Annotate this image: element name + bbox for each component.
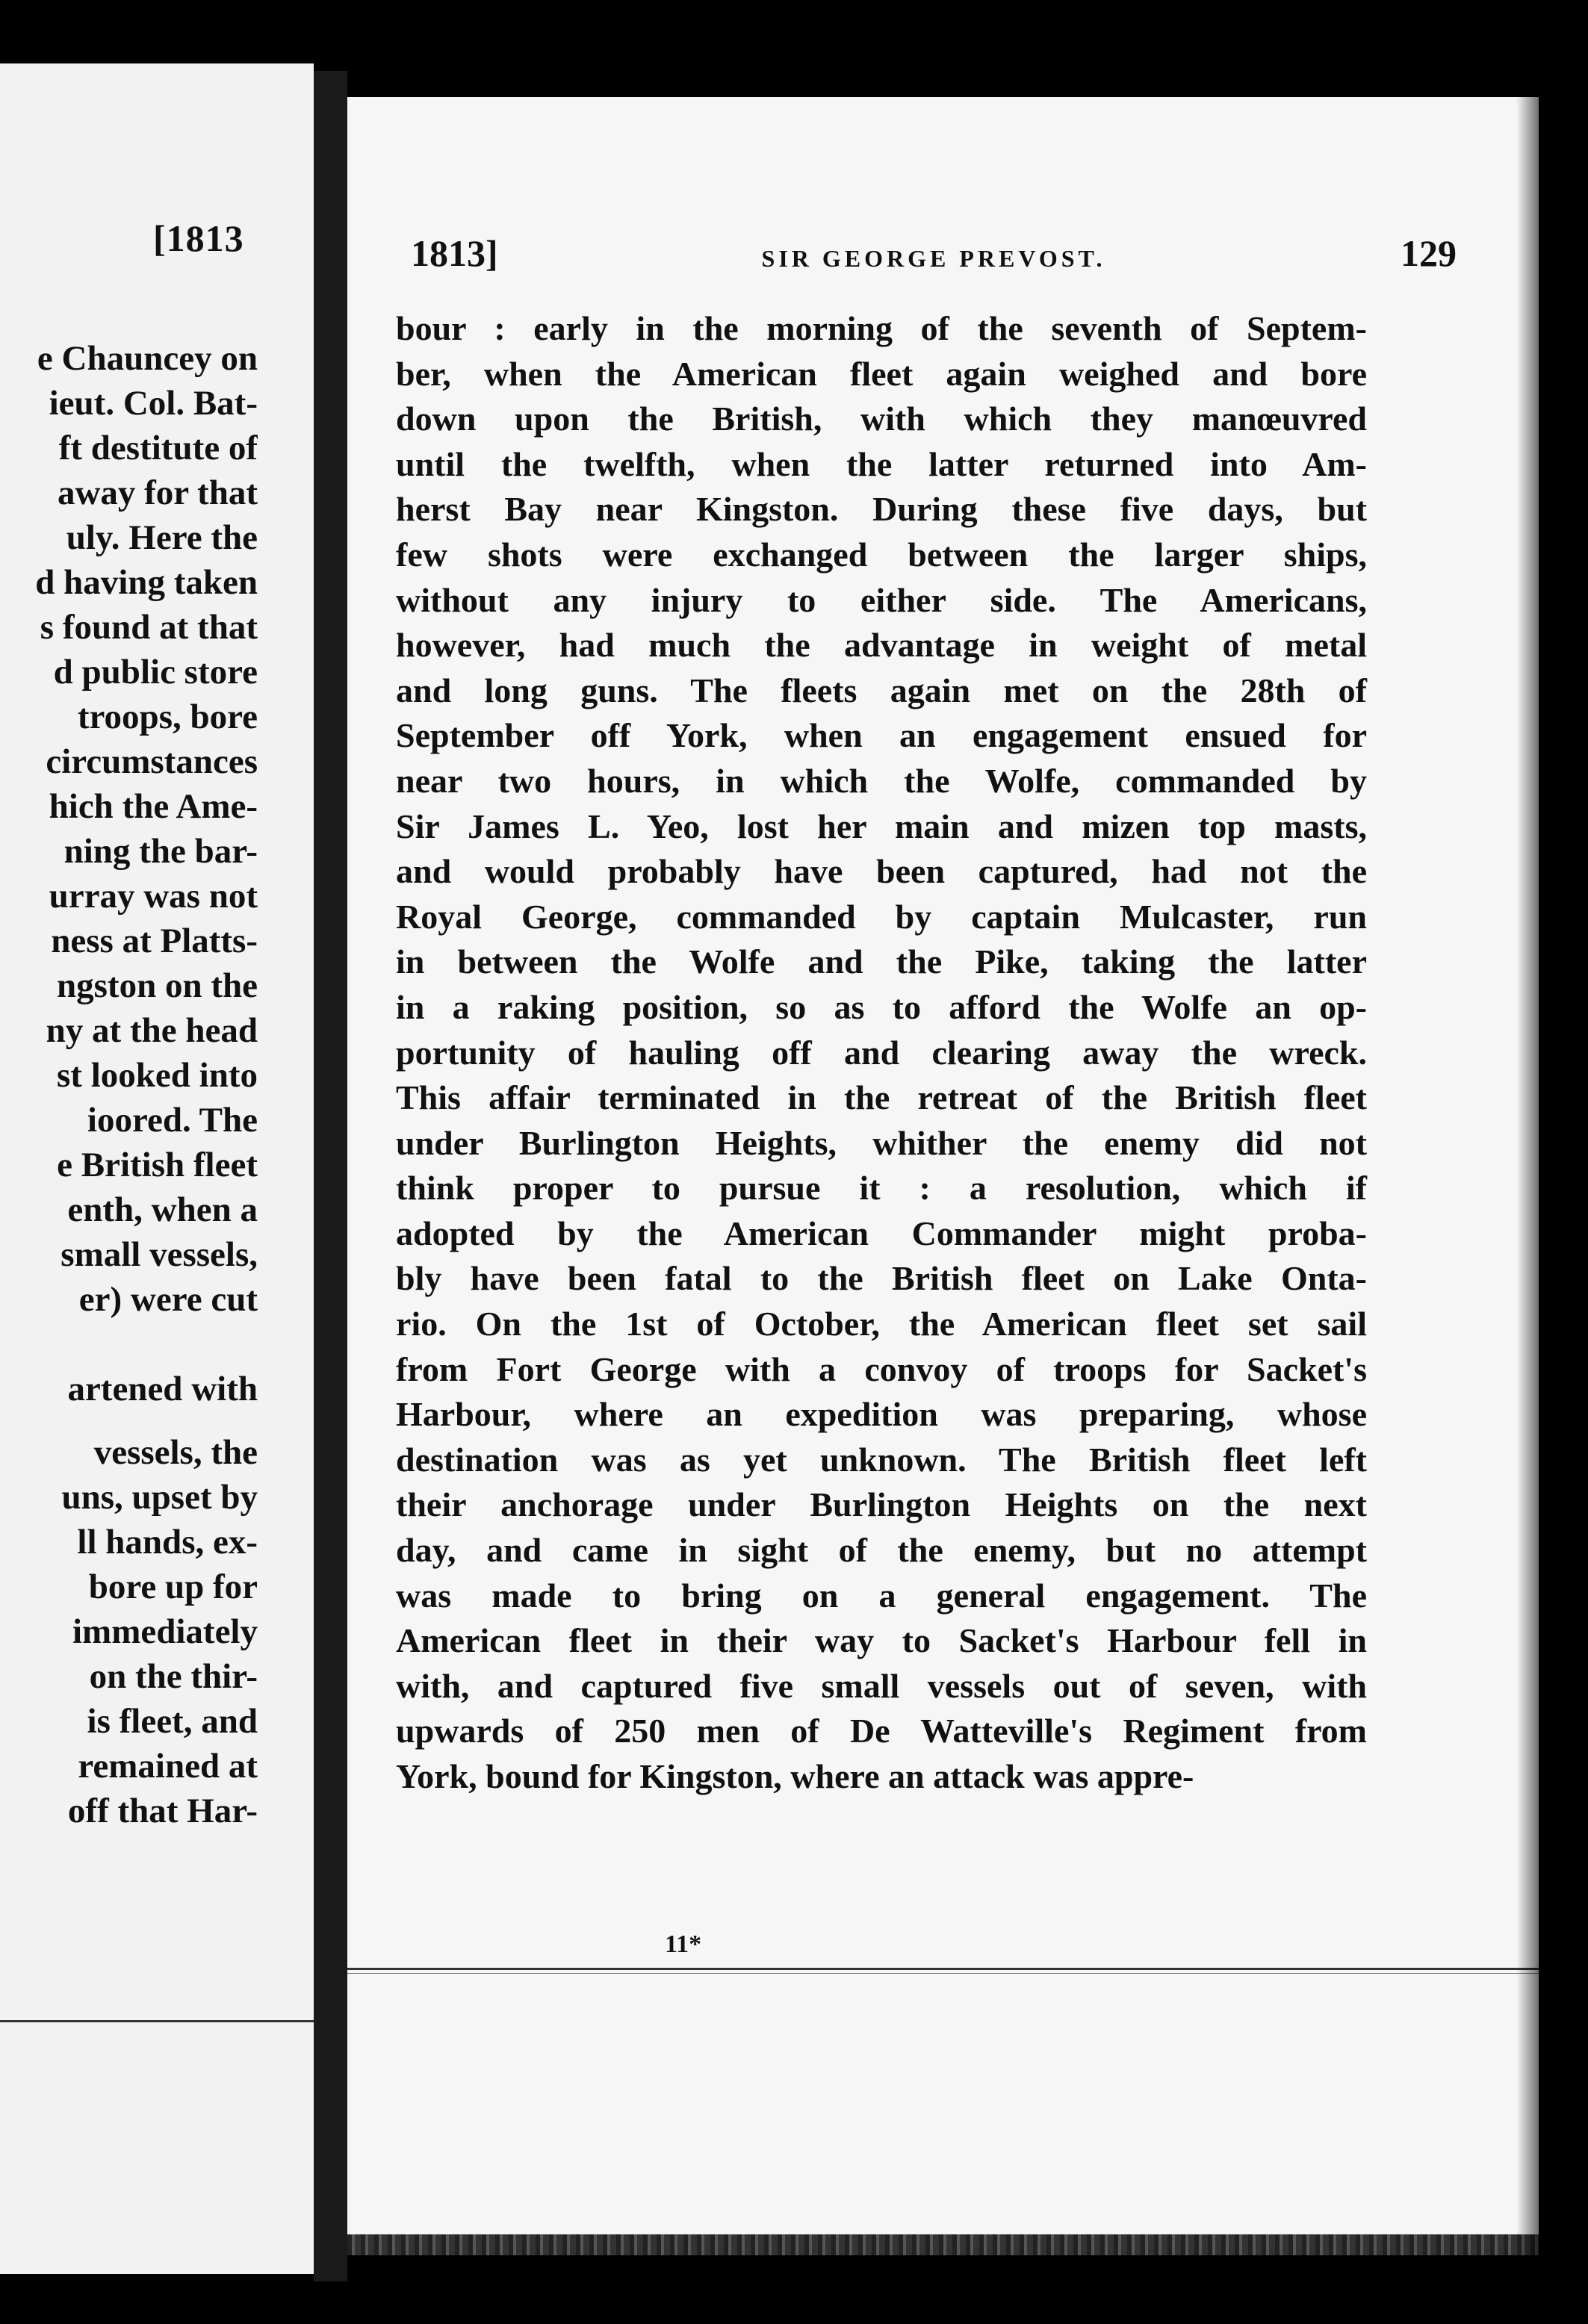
previous-page-line: e British fleet (57, 1146, 258, 1184)
text-line: destination was as yet unknown. The British fleet left (396, 1440, 1367, 1479)
previous-page-text (0, 341, 258, 1872)
page-number: 129 (1401, 232, 1457, 274)
previous-page-line: ieut. Col. Bat- (49, 384, 258, 423)
previous-page-line: hich the Ame- (49, 787, 258, 826)
page-bottom-edge (347, 2234, 1539, 2255)
previous-page-line: ness at Platts- (51, 922, 258, 960)
previous-page-line: ioored. The (87, 1101, 258, 1140)
page-edge-shadow (1516, 97, 1539, 2255)
page (347, 97, 1539, 2255)
page-bottom-rule (347, 1968, 1539, 1970)
previous-page-line: immediately (72, 1612, 258, 1651)
previous-page-line: ngston on the (56, 966, 258, 1005)
text-line: few shots were exchanged between the larger ships, (396, 535, 1367, 574)
previous-page-header: [1813 (153, 217, 244, 259)
text-line: ber, when the American fleet again weighed and bore (396, 354, 1367, 393)
text-line: until the twelfth, when the latter returned into Am- (396, 444, 1367, 483)
text-line: Royal George, commanded by captain Mulcaster, run (396, 897, 1367, 936)
text-line: without any injury to either side. The Americans, (396, 580, 1367, 619)
header-year: 1813] (411, 232, 498, 274)
previous-page-line: urray was not (49, 877, 258, 916)
text-line: their anchorage under Burlington Heights on the next (396, 1485, 1367, 1524)
previous-page-line: on the thir- (89, 1657, 258, 1696)
text-line: Sir James L. Yeo, lost her main and mizen top masts, (396, 807, 1367, 845)
previous-page-line: away for that (57, 473, 258, 512)
header-title: SIR GEORGE PREVOST. (761, 245, 1106, 272)
previous-page-line: small vessels, (61, 1235, 258, 1274)
text-line: day, and came in sight of the enemy, but no attempt (396, 1531, 1367, 1570)
text-line: however, had much the advantage in weight of metal (396, 626, 1367, 665)
text-line: adopted by the American Commander might proba- (396, 1214, 1367, 1252)
text-line: herst Bay near Kingston. During these five days, but (396, 490, 1367, 529)
text-line: This affair terminated in the retreat of the British fleet (396, 1078, 1367, 1117)
previous-page-line: remained at (78, 1747, 258, 1786)
previous-page-line: uly. Here the (66, 518, 258, 557)
previous-page-line: artened with (67, 1370, 258, 1408)
previous-page-line: s found at that (40, 608, 258, 647)
page-bottom-rule-thin (347, 1973, 1539, 1974)
previous-page-line: off that Har- (67, 1792, 258, 1830)
text-line: under Burlington Heights, whither the enemy did not (396, 1123, 1367, 1162)
text-line: York, bound for Kingston, where an attack was appre- (396, 1757, 1194, 1795)
previous-page-line: enth, when a (67, 1190, 258, 1229)
previous-page-line: ning the bar- (63, 832, 258, 871)
previous-page-line: e Chauncey on (37, 341, 258, 378)
previous-page-line: circumstances (46, 742, 258, 781)
text-line: near two hours, in which the Wolfe, commanded by (396, 761, 1367, 800)
text-line: American fleet in their way to Sacket's Harbour fell in (396, 1621, 1367, 1660)
previous-page-line: ft destitute of (58, 429, 258, 467)
text-line: and long guns. The fleets again met on the 28th of (396, 671, 1367, 709)
body-text (396, 306, 1367, 1800)
previous-page-line: uns, upset by (61, 1478, 258, 1517)
previous-page-line: ll hands, ex- (77, 1523, 258, 1562)
previous-page-rule (0, 2020, 314, 2022)
previous-page-line: troops, bore (77, 697, 258, 736)
text-line: in between the Wolfe and the Pike, taking the latter (396, 942, 1367, 981)
text-line: in a raking position, so as to afford the Wolfe an op- (396, 987, 1367, 1026)
previous-page-line: ny at the head (46, 1011, 258, 1050)
text-line: bly have been fatal to the British fleet on Lake Onta- (396, 1259, 1367, 1298)
text-line: bour : early in the morning of the seventh of Septem- (396, 309, 1367, 347)
text-line: from Fort George with a convoy of troops for Sacket's (396, 1349, 1367, 1388)
previous-page-line: st looked into (57, 1056, 258, 1095)
text-line: upwards of 250 men of De Watteville's Regiment from (396, 1712, 1367, 1750)
text-line: and would probably have been captured, had not the (396, 852, 1367, 891)
previous-page-fragment (0, 63, 314, 2274)
text-line: Harbour, where an expedition was preparing, whose (396, 1395, 1367, 1434)
previous-page-line: is fleet, and (87, 1702, 258, 1741)
text-line: rio. On the 1st of October, the American fleet set sail (396, 1305, 1367, 1343)
book-gutter (314, 71, 347, 2281)
text-line: down upon the British, with which they manœuvred (396, 400, 1367, 438)
previous-page-line: bore up for (88, 1568, 258, 1606)
previous-page-line: er) were cut (78, 1280, 258, 1319)
previous-page-line: vessels, the (93, 1433, 258, 1472)
running-header (411, 232, 1457, 284)
text-line: was made to bring on a general engagement. The (396, 1576, 1367, 1615)
text-line: think proper to pursue it : a resolution, which if (396, 1169, 1367, 1208)
signature-mark: 11* (665, 1930, 702, 1958)
previous-page-line: d public store (53, 653, 258, 692)
text-line: with, and captured five small vessels out of seven, with (396, 1666, 1367, 1705)
previous-page-line: d having taken (35, 563, 258, 602)
text-line: September off York, when an engagement ensued for (396, 716, 1367, 755)
text-line: portunity of hauling off and clearing away the wreck. (396, 1033, 1367, 1072)
